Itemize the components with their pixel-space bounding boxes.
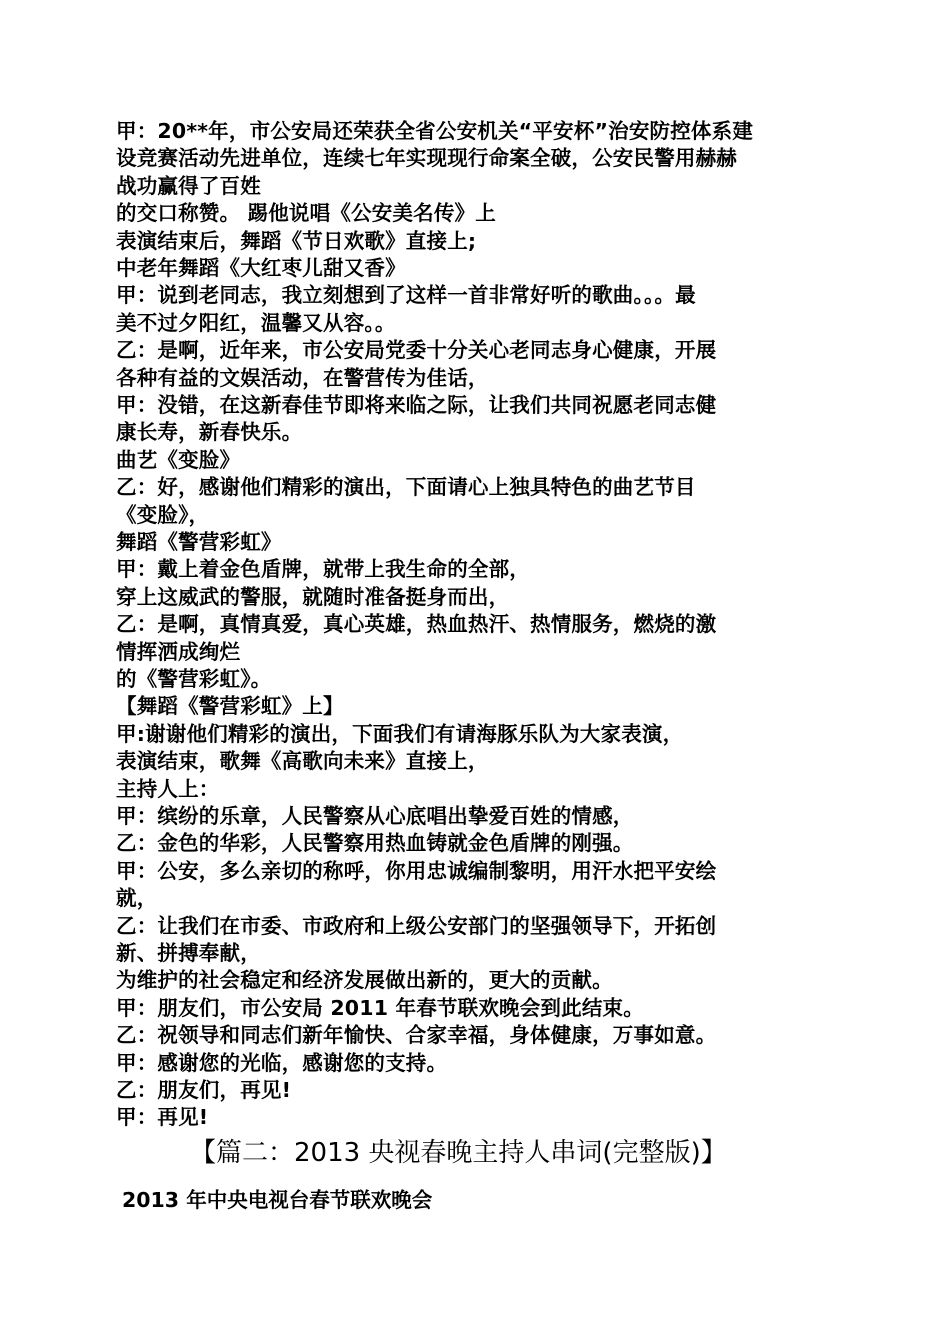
section-heading: 【篇二：2013 央视春晚主持人串词(完整版)】 (190, 1138, 727, 1168)
script-line: 乙：祝领导和同志们新年愉快、合家幸福，身体健康，万事如意。 (116, 1023, 717, 1048)
script-line: 穿上这威武的警服，就随时准备挺身而出， (116, 584, 510, 609)
script-line: 乙：是啊，真情真爱，真心英雄，热血热汗、热情服务，燃烧的激 (116, 612, 717, 637)
script-line: 乙：朋友们，再见! (116, 1078, 292, 1102)
script-line: 【舞蹈《警营彩虹》上】 (116, 694, 344, 719)
section-subheading: 2013 年中央电视台春节联欢晚会 (122, 1188, 433, 1212)
script-line: 乙：好，感谢他们精彩的演出，下面请心上独具特色的曲艺节目 (116, 475, 696, 500)
script-line: 就， (116, 886, 158, 911)
script-line: 设竞赛活动先进单位，连续七年实现现行命案全破，公安民警用赫赫 (116, 146, 737, 171)
script-line: 甲：戴上着金色盾牌，就带上我生命的全部， (116, 557, 530, 582)
script-line: 《变脸》， (116, 502, 210, 527)
script-line: 情挥洒成绚烂 (116, 639, 241, 664)
script-line: 甲：再见! (116, 1105, 209, 1130)
script-line: 的《警营彩虹》。 (116, 667, 272, 691)
script-line: 乙：让我们在市委、市政府和上级公安部门的坚强领导下，开拓创 (116, 913, 717, 938)
script-line: 甲：20**年，市公安局还荣获全省公安机关“平安杯”治安防控体系建 (116, 119, 754, 143)
script-line: 甲：说到老同志，我立刻想到了这样一首非常好听的歌曲。。。最 (116, 283, 696, 308)
script-line: 表演结束，歌舞《高歌向未来》直接上， (116, 749, 489, 774)
script-line: 中老年舞蹈《大红枣儿甜又香》 (116, 256, 406, 280)
script-line: 的交口称赞。 踢他说唱《公安美名传》上 (116, 201, 496, 226)
script-line: 甲：朋友们，市公安局 2011 年春节联欢晚会到此结束。 (116, 995, 644, 1020)
script-line: 为维护的社会稳定和经济发展做出新的，更大的贡献。 (116, 968, 613, 993)
script-line: 各种有益的文娱活动，在警营传为佳话， (116, 365, 489, 390)
script-line: 美不过夕阳红，温馨又从容。。 (116, 310, 396, 335)
script-line: 曲艺《变脸》 (116, 447, 241, 472)
script-line: 甲：缤纷的乐章，人民警察从心底唱出挚爱百姓的情感， (116, 804, 634, 828)
script-line: 乙：金色的华彩，人民警察用热血铸就金色盾牌的刚强。 (116, 831, 634, 856)
script-line: 甲：没错，在这新春佳节即将来临之际，让我们共同祝愿老同志健 (116, 393, 717, 417)
script-line: 表演结束后，舞蹈《节日欢歌》直接上; (116, 228, 477, 253)
script-line: 主持人上： (116, 776, 220, 801)
script-line: 康长寿，新春快乐。 (116, 420, 303, 445)
script-line: 甲:谢谢他们精彩的演出，下面我们有请海豚乐队为大家表演， (116, 721, 684, 746)
script-line: 甲：公安，多么亲切的称呼，你用忠诚编制黎明，用汗水把平安绘 (116, 858, 717, 883)
script-line: 新、拼搏奉献， (116, 941, 261, 965)
script-line: 乙：是啊，近年来，市公安局党委十分关心老同志身心健康，开展 (116, 338, 717, 363)
script-line: 舞蹈《警营彩虹》 (116, 530, 282, 554)
script-line: 战功赢得了百姓 (116, 173, 261, 198)
script-line: 甲：感谢您的光临，感谢您的支持。 (116, 1050, 448, 1075)
